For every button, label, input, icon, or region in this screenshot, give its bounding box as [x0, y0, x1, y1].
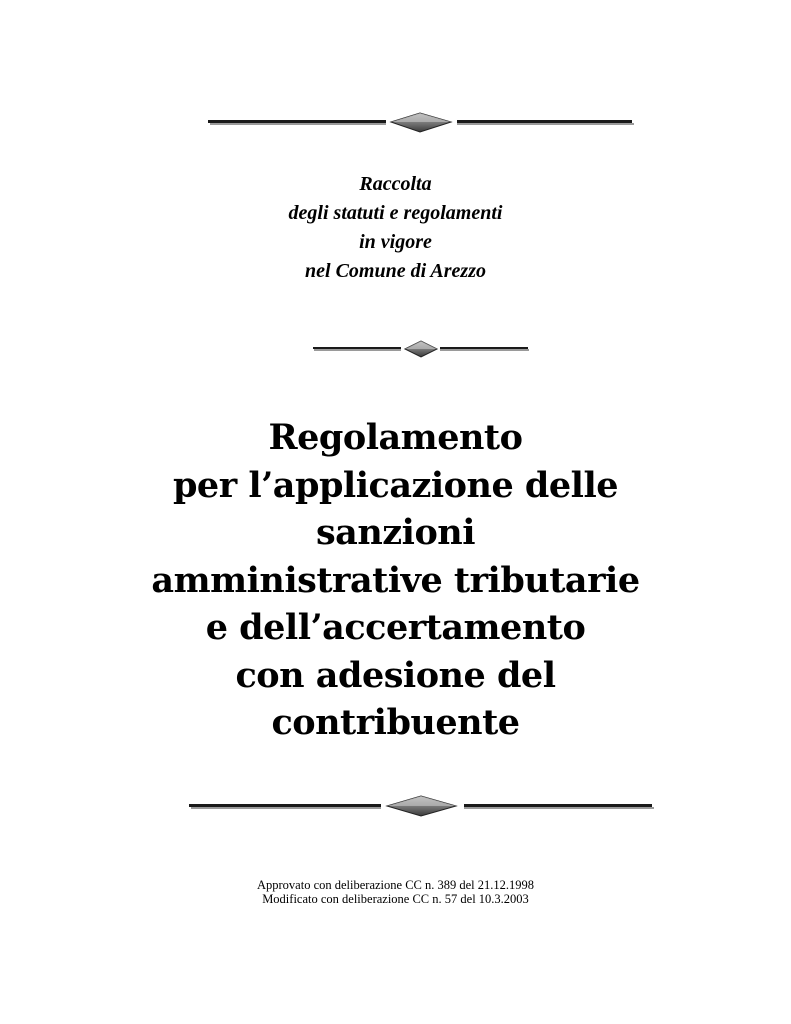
collection-heading: [0, 170, 791, 286]
collection-line-2: degli statuti e regolamenti: [288, 202, 503, 224]
bottom-ornament-divider: [186, 793, 656, 819]
title-line-7: contribuente: [271, 702, 520, 743]
middle-ornament-divider: [312, 338, 532, 360]
title-line-5: e dell’accertamento: [205, 607, 586, 648]
modification-line: Modificato con deliberazione CC n. 57 del 10.3.2003: [262, 892, 529, 906]
title-line-4: amministrative tributarie: [151, 559, 640, 601]
title-line-1: Regolamento: [268, 417, 523, 458]
document-title: [0, 414, 791, 747]
title-line-2: per l’applicazione delle: [172, 464, 619, 506]
approval-line: Approvato con deliberazione CC n. 389 del 21.12.1998: [256, 878, 535, 892]
title-line-3: sanzioni: [315, 512, 476, 553]
collection-line-3: in vigore: [359, 231, 432, 253]
collection-line-1: Raccolta: [359, 173, 432, 195]
collection-line-4: nel Comune di Arezzo: [305, 260, 486, 282]
top-ornament-divider: [205, 110, 635, 134]
title-line-6: con adesione del: [235, 654, 556, 696]
approval-notes: [0, 878, 791, 906]
